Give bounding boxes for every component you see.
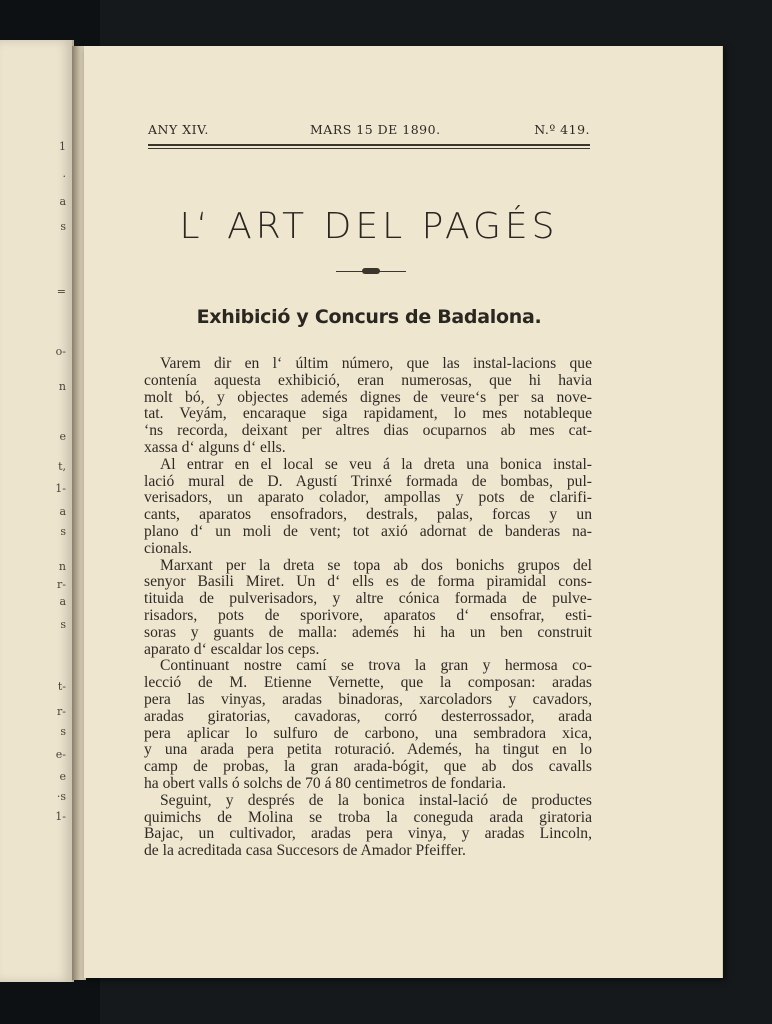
left-page-fragment: a xyxy=(59,505,66,518)
article-line: Marxant per la dreta se topa ab dos bonichs grupos del xyxy=(160,557,592,574)
article-line: Bajac, un cultivador, aradas pera vinya, y aradas Lincoln, xyxy=(144,826,592,843)
article-line: molt bó, y objectes ademés dignes de veure‘s per sa nove- xyxy=(144,389,592,406)
left-page-fragment: r- xyxy=(57,578,66,591)
left-page-fragment: e xyxy=(59,430,66,443)
article-line: tituida de pulverisadors, y altre cónica formada de pulve- xyxy=(144,591,592,608)
left-page-fragment: · xyxy=(62,170,66,183)
article-line: Continuant nostre camí se trova la gran y hermosa co- xyxy=(160,658,592,675)
article-line: lació mural de D. Agustí Trinxé formada de bombas, pul- xyxy=(144,473,592,490)
article-line: cants, aparatos ensofradors, destrals, palas, forcas y un xyxy=(144,507,592,524)
header-date: MARS 15 DE 1890. xyxy=(310,122,441,137)
article-line: Al entrar en el local se veu á la dreta una bonica instal- xyxy=(160,456,592,473)
article-line: soras y guants de malla: ademés hi ha un ben construit xyxy=(144,624,592,641)
article-line: y una arada pera petita roturació. Ademés, ha tingut en lo xyxy=(144,742,592,759)
article-line: aparato d‘ escaldar los ceps. xyxy=(144,641,320,658)
left-page-fragment: s xyxy=(60,618,66,631)
article-line: pera aplicar lo sulfuro de carbono, una sembradora xica, xyxy=(144,725,592,742)
ornament-center xyxy=(362,268,380,274)
left-page-fragment: t- xyxy=(57,680,66,693)
article-line: de la acreditada casa Succesors de Amador Pfeiffer. xyxy=(144,843,466,860)
article-line: plano d‘ un moli de vent; tot axió adornat de banderas na- xyxy=(144,523,592,540)
article-line: Seguint, y després de la bonica instal-lació de productes xyxy=(160,792,592,809)
left-page-fragment: 1- xyxy=(55,810,66,823)
left-page-fragment: n xyxy=(58,380,66,393)
left-page-fragment: t, xyxy=(58,460,66,473)
article-line: tat. Veyám, encaraque siga rapidament, lo mes notableque xyxy=(144,406,592,423)
ornament-divider xyxy=(336,270,406,274)
left-page-fragment: s xyxy=(60,220,66,233)
article-title: Exhibició y Concurs de Badalona. xyxy=(196,306,542,328)
article-line: quimichs de Molina se troba la coneguda arada giratoria xyxy=(144,809,592,826)
article-line: contenía aquesta exhibició, eran numerosas, que hi havia xyxy=(144,372,592,389)
left-page-fragment: 1 xyxy=(59,140,66,153)
article-line: xassa d‘ alguns d‘ ells. xyxy=(144,439,286,456)
page xyxy=(84,46,723,978)
article-line: Varem dir en l‘ últim número, que las instal-lacions que xyxy=(160,356,592,372)
left-page-fragment: a xyxy=(59,595,66,608)
left-page-fragment: s xyxy=(60,525,66,538)
header-rule-thick xyxy=(148,144,590,146)
article-line: camp de probas, la gran arada-bógit, que ab dos cavalls xyxy=(144,759,592,776)
article-line: risadors, pots de sporivore, aparatos d‘ ensofrar, esti- xyxy=(144,607,592,624)
left-page-fragment: r- xyxy=(57,705,66,718)
article-line: senyor Basili Miret. Un d‘ ells es de forma piramidal cons- xyxy=(144,574,592,591)
left-page-fragment: n xyxy=(58,560,66,573)
left-page-fragment: e xyxy=(59,770,66,783)
article-line: cionals. xyxy=(144,540,193,557)
article-line: verisadors, un aparato colador, ampollas y pots de clarifi- xyxy=(144,490,592,507)
left-page-fragment: e- xyxy=(55,748,66,761)
article-body xyxy=(144,356,592,860)
left-page-fragment: 1- xyxy=(55,482,66,495)
header-rule-thin xyxy=(148,148,590,149)
masthead-title: L‘ ART DEL PAGÉS xyxy=(179,206,559,247)
article-line: ha obert valls ó solchs de 70 á 80 centimetros de fondaria. xyxy=(144,775,507,792)
left-page-fragment: ·s xyxy=(56,790,66,803)
header-issue-number: N.º 419. xyxy=(534,122,590,137)
left-page-edge xyxy=(0,40,74,982)
left-page-fragment: s xyxy=(60,725,66,738)
header-year: ANY XIV. xyxy=(148,122,209,137)
article-line: aradas giratorias, cavadoras, corró desterrossador, arada xyxy=(144,708,592,725)
article-line: ‘ns recorda, deixant per altres dias ocuparnos ab mes cat- xyxy=(144,423,592,440)
left-page-fragment: o- xyxy=(55,345,66,358)
article-line: lecció de M. Etienne Vernette, que la composan: aradas xyxy=(144,675,592,692)
article-line: pera las vinyas, aradas binadoras, xarcoladors y cavadors, xyxy=(144,691,592,708)
left-page-fragment: = xyxy=(56,285,66,298)
left-page-fragment: a xyxy=(59,195,66,208)
